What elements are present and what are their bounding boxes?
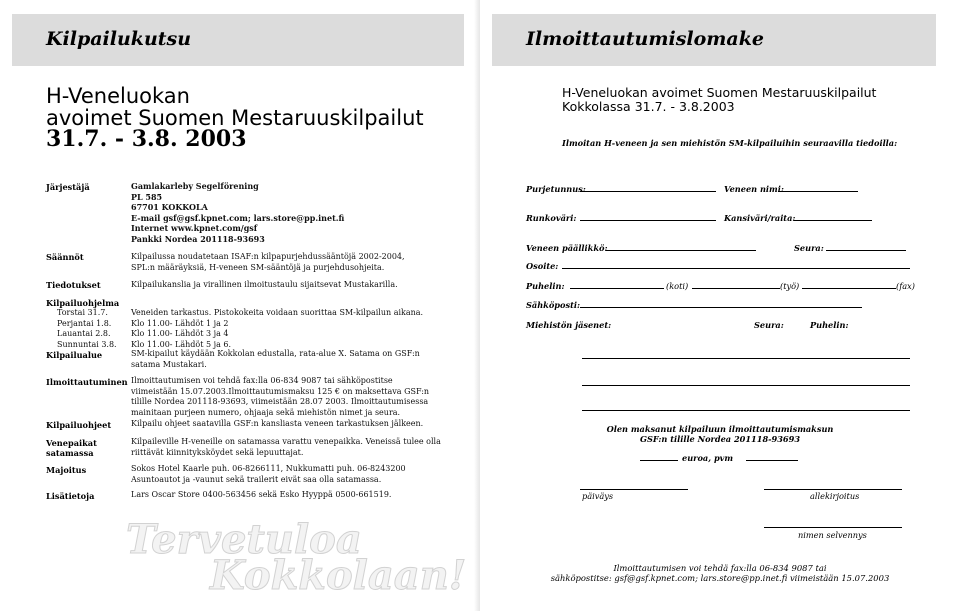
schedule-day: Sunnuntai 3.8.	[57, 339, 117, 349]
organizer-line: Gamlakarleby Segelförening	[131, 181, 259, 191]
schedule-activity: Veneiden tarkastus. Pistokokeita voidaan suorittaa SM-kilpailun aikana.	[131, 308, 424, 317]
welcome-watermark-line2: Kokkolaan!	[210, 552, 467, 599]
phone-fax-field[interactable]	[802, 288, 896, 289]
organizer-line: Pankki Nordea 201118-93693	[131, 233, 265, 244]
registration-line: Ilmoittautumisen voi tehdä fax:lla 06-834 9087 tai sähköpostitse	[131, 376, 393, 385]
program-schedule	[57, 308, 423, 350]
form-event-line1: H-Veneluokan avoimet Suomen Mestaruuskilpailut	[562, 85, 877, 100]
boat-places-line: Kilpaileville H-veneille on satamassa varattu venepaikka. Veneissä tulee olla	[131, 437, 441, 446]
area-label: Kilpailualue	[46, 350, 103, 360]
payment-line1: Olen maksanut kilpailuun ilmoittautumismaksun	[606, 424, 834, 434]
footer-line2: sähköpostitse: gsf@gsf.kpnet.com; lars.store@pp.inet.fi viimeistään 15.07.2003	[550, 573, 890, 583]
schedule-row	[57, 319, 423, 330]
schedule-activity: Klo 11.00- Lähdöt 3 ja 4	[131, 329, 229, 338]
boat-name-field[interactable]	[778, 191, 858, 192]
welcome-watermark-line1: Tervetuloa	[126, 516, 362, 563]
instructions-text: Kilpailu ohjeet saatavilla GSF:n kansliasta veneen tarkastuksen jälkeen.	[131, 419, 424, 428]
news-text: Kilpailukanslia ja virallinen ilmoitustaulu sijaitsevat Mustakarilla.	[131, 280, 398, 289]
schedule-activity: Klo 11.00- Lähdöt 5 ja 6.	[131, 339, 232, 349]
program-label: Kilpailuohjelma	[46, 298, 120, 308]
schedule-day: Lauantai 2.8.	[57, 329, 111, 338]
instructions-label: Kilpailuohjeet	[46, 420, 112, 430]
boat-places-label-line: satamassa	[46, 448, 94, 458]
address-label: Osoite:	[526, 261, 559, 271]
hull-color-field[interactable]	[580, 220, 716, 221]
rules-line: SPL:n määräyksiä, H-veneen SM-sääntöjä ja purjehdusohjeita.	[131, 262, 385, 272]
phone-label: Puhelin:	[526, 281, 565, 291]
signature-field[interactable]	[764, 489, 902, 490]
crew-label: Miehistön jäsenet:	[526, 320, 612, 330]
phone-home-field[interactable]	[570, 288, 664, 289]
lodging-label: Majoitus	[46, 465, 87, 475]
registration-form-page	[480, 0, 960, 611]
rules-line: Kilpailussa noudatetaan ISAF:n kilpapurjehdussääntöjä 2002-2004,	[131, 252, 405, 261]
crew-club-label: Seura:	[754, 320, 784, 330]
boat-places-label	[46, 438, 97, 458]
crew-row-field[interactable]	[582, 385, 910, 386]
sail-number-label: Purjetunnus:	[526, 184, 586, 194]
form-title: Ilmoittautumislomake	[526, 28, 764, 50]
schedule-row	[57, 308, 423, 319]
hull-color-label: Runkoväri:	[526, 213, 577, 223]
date-field[interactable]	[580, 489, 688, 490]
payment-date-field[interactable]	[746, 460, 798, 461]
payment-amount-field[interactable]	[640, 460, 678, 461]
crew-row-field[interactable]	[582, 410, 910, 411]
event-dates: 31.7. - 3.8. 2003	[46, 126, 247, 152]
skipper-field[interactable]	[606, 250, 756, 251]
boat-name-label: Veneen nimi:	[724, 184, 784, 194]
schedule-day: Perjantai 1.8.	[57, 318, 112, 328]
crew-row-field[interactable]	[582, 358, 910, 359]
schedule-day: Torstai 31.7.	[57, 308, 108, 317]
name-clarification-field[interactable]	[764, 527, 902, 528]
organizer-line: 67701 KOKKOLA	[131, 202, 208, 212]
club-field[interactable]	[826, 250, 906, 251]
registration-text	[131, 376, 429, 418]
event-title-line2: avoimet Suomen Mestaruuskilpailut	[46, 106, 424, 130]
phone-work-label: (työ)	[780, 281, 800, 291]
registration-line: tilille Nordea 201118-93693, viimeistään 28.07 2003. Ilmoittautumisessa	[131, 397, 429, 406]
boat-places-text	[131, 437, 441, 458]
lodging-line: Sokos Hotel Kaarle puh. 06-8266111, Nukkumatti puh. 06-8243200	[131, 464, 406, 473]
organizer-line: PL 585	[131, 191, 163, 202]
phone-home-label: (koti)	[666, 281, 689, 291]
event-title-line1: H-Veneluokan	[46, 84, 190, 108]
form-instruction: Ilmoitan H-veneen ja sen miehistön SM-kilpailuihin seuraavilla tiedoilla:	[562, 138, 898, 148]
skipper-label: Veneen päällikkö:	[526, 243, 608, 253]
area-text	[131, 349, 420, 370]
boat-places-label-line: Venepaikat	[46, 438, 97, 448]
phone-fax-label: (fax)	[896, 281, 915, 291]
email-field[interactable]	[580, 307, 862, 308]
lodging-line: Asuntoautot ja -vaunut sekä trailerit eivät saa olla satamassa.	[131, 474, 382, 484]
info-text: Lars Oscar Store 0400-563456 sekä Esko Hyyppä 0500-661519.	[131, 490, 392, 499]
address-field[interactable]	[562, 268, 910, 269]
footer-line1: Ilmoittautumisen voi tehdä fax:lla 06-834 9087 tai	[613, 563, 827, 573]
name-clarification-label: nimen selvennys	[798, 530, 867, 540]
info-label: Lisätietoja	[46, 491, 95, 501]
rules-label: Säännöt	[46, 252, 84, 262]
organizer-info	[131, 181, 344, 244]
payment-line2: GSF:n tilille Nordea 201118-93693	[639, 434, 801, 444]
boat-places-line: riittävät kiinnityksköydet sekä lepuuttajat.	[131, 447, 304, 457]
registration-line: mainitaan purjeen numero, ohjaaja sekä miehistön nimet ja seura.	[131, 407, 401, 417]
date-label: päiväys	[582, 491, 614, 501]
payment-currency-label: euroa, pvm	[682, 453, 734, 463]
schedule-row	[57, 329, 423, 340]
deck-color-label: Kansiväri/raita:	[724, 213, 796, 223]
deck-color-field[interactable]	[794, 220, 872, 221]
phone-work-field[interactable]	[692, 288, 780, 289]
lodging-text	[131, 464, 406, 485]
registration-line: viimeistään 15.07.2003.Ilmoittautumismaksu 125 € on maksettava GSF:n	[131, 386, 430, 396]
schedule-activity: Klo 11.00- Lähdöt 1 ja 2	[131, 318, 229, 328]
organizer-line: Internet www.kpnet.com/gsf	[131, 223, 258, 233]
rules-text	[131, 252, 405, 273]
signature-label: allekirjoitus	[810, 491, 860, 501]
form-event-line2: Kokkolassa 31.7. - 3.8.2003	[562, 99, 735, 114]
area-line: SM-kipailut käydään Kokkolan edustalla, rata-alue X. Satama on GSF:n	[131, 349, 420, 358]
email-label: Sähköposti:	[526, 300, 581, 310]
area-line: satama Mustakari.	[131, 359, 207, 369]
registration-label: Ilmoittautuminen	[46, 377, 128, 387]
organizer-line: E-mail gsf@gsf.kpnet.com; lars.store@pp.inet.fi	[131, 212, 345, 223]
news-label: Tiedotukset	[46, 280, 101, 290]
crew-phone-label: Puhelin:	[810, 320, 849, 330]
club-label: Seura:	[794, 243, 824, 253]
organizer-label: Järjestäjä	[46, 182, 90, 192]
sail-number-field[interactable]	[580, 191, 716, 192]
invitation-title: Kilpailukutsu	[46, 28, 192, 50]
